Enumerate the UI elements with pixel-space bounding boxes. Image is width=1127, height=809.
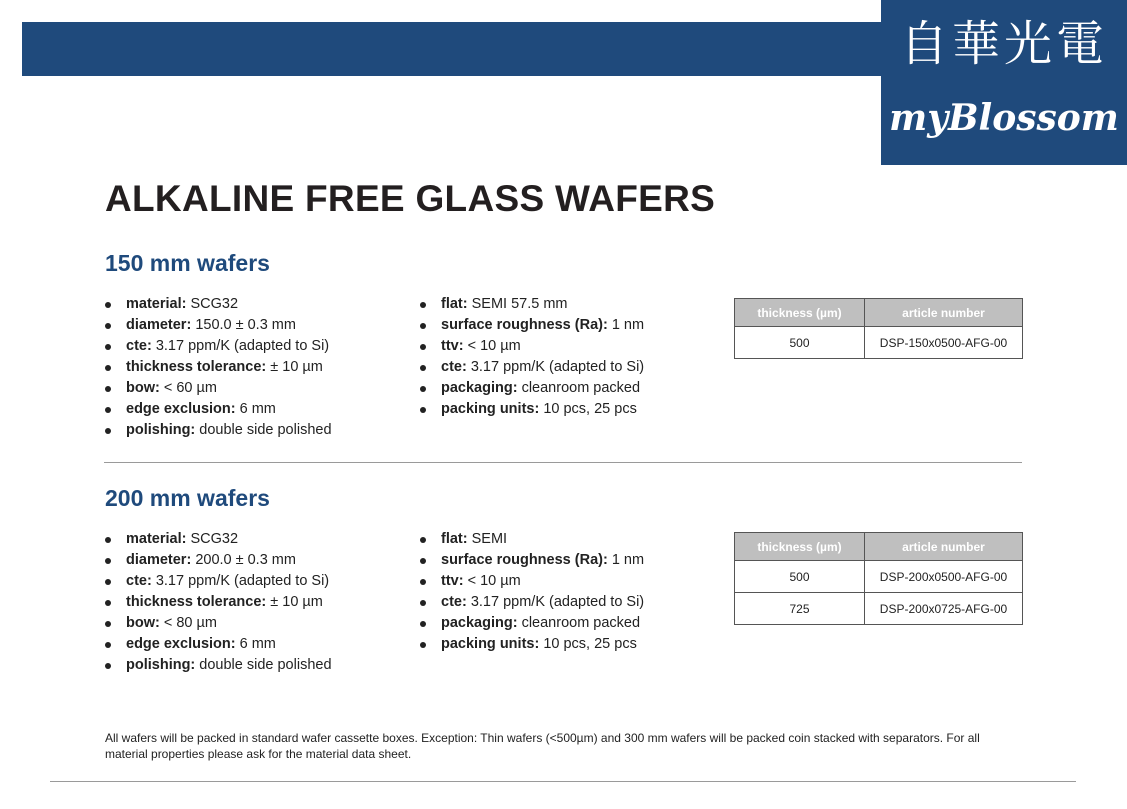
spec-key: bow: — [126, 615, 160, 631]
bullet-icon — [420, 386, 426, 392]
spec-key: material: — [126, 296, 187, 312]
spec-item — [420, 529, 644, 550]
spec-key: surface roughness (Ra): — [441, 317, 608, 333]
footnote: All wafers will be packed in standard wafer cassette boxes. Exception: Thin wafers (<500µm) and 300 mm wafers will be packed coin stacked with separators. For all material properties please ask for the material data sheet. — [105, 731, 980, 761]
spec-item — [105, 378, 332, 399]
bullet-icon — [105, 323, 111, 329]
spec-key: packing units: — [441, 636, 540, 652]
spec-key: ttv: — [441, 338, 464, 354]
bullet-icon — [420, 600, 426, 606]
bullet-icon — [105, 344, 111, 350]
table-cell-thickness: 500 — [735, 327, 865, 359]
spec-item — [105, 655, 332, 676]
spec-key: cte: — [441, 594, 467, 610]
bullet-icon — [105, 365, 111, 371]
spec-value: SCG32 — [190, 296, 239, 312]
bullet-icon — [105, 407, 111, 413]
table-header-row — [735, 299, 1023, 327]
spec-item — [105, 634, 332, 655]
spec-item — [420, 336, 644, 357]
bullet-icon — [420, 365, 426, 371]
table-header-article-number: article number — [865, 533, 1023, 561]
bullet-icon — [105, 600, 111, 606]
table-cell-thickness: 725 — [735, 593, 865, 625]
spec-value: ± 10 µm — [270, 594, 323, 610]
spec-value: 10 pcs, 25 pcs — [543, 636, 637, 652]
spec-value: 3.17 ppm/K (adapted to Si) — [470, 359, 645, 375]
spec-item — [105, 294, 332, 315]
brand-logo — [881, 0, 1127, 165]
spec-list-right — [420, 529, 644, 655]
spec-list-left — [105, 294, 332, 441]
bullet-icon — [420, 344, 426, 350]
spec-value: SEMI 57.5 mm — [471, 296, 568, 312]
spec-value: double side polished — [199, 422, 332, 438]
spec-key: ttv: — [441, 573, 464, 589]
spec-item — [420, 357, 644, 378]
spec-key: edge exclusion: — [126, 636, 236, 652]
bullet-icon — [105, 621, 111, 627]
spec-key: bow: — [126, 380, 160, 396]
table-header-thickness: thickness (µm) — [735, 533, 865, 561]
brand-english-name: myBlossom — [889, 97, 1119, 139]
bullet-icon — [420, 558, 426, 564]
spec-value: 3.17 ppm/K (adapted to Si) — [155, 338, 330, 354]
section-title: 150 mm wafers — [105, 250, 270, 276]
spec-key: polishing: — [126, 422, 196, 438]
section-200mm — [105, 485, 1025, 673]
spec-item — [105, 550, 332, 571]
spec-value: 200.0 ± 0.3 mm — [195, 552, 296, 568]
spec-key: surface roughness (Ra): — [441, 552, 608, 568]
section-150mm — [105, 250, 1025, 438]
bullet-icon — [105, 579, 111, 585]
bullet-icon — [420, 302, 426, 308]
spec-value: < 10 µm — [467, 338, 521, 354]
article-table — [734, 298, 1023, 359]
spec-key: flat: — [441, 531, 468, 547]
table-row — [735, 593, 1023, 625]
bullet-icon — [105, 302, 111, 308]
spec-key: packing units: — [441, 401, 540, 417]
bullet-icon — [420, 537, 426, 543]
section-divider — [104, 462, 1022, 463]
spec-key: cte: — [126, 573, 152, 589]
table-cell-article-number: DSP-200x0725-AFG-00 — [865, 593, 1023, 625]
spec-key: packaging: — [441, 615, 518, 631]
spec-item — [105, 420, 332, 441]
section-title: 200 mm wafers — [105, 485, 270, 511]
spec-key: cte: — [126, 338, 152, 354]
bullet-icon — [105, 558, 111, 564]
spec-value: SCG32 — [190, 531, 239, 547]
spec-item — [105, 613, 332, 634]
spec-key: packaging: — [441, 380, 518, 396]
spec-item — [420, 571, 644, 592]
table-header-thickness: thickness (µm) — [735, 299, 865, 327]
bullet-icon — [105, 386, 111, 392]
spec-key: flat: — [441, 296, 468, 312]
spec-value: double side polished — [199, 657, 332, 673]
spec-value: 150.0 ± 0.3 mm — [195, 317, 296, 333]
spec-value: < 80 µm — [163, 615, 217, 631]
spec-item — [420, 592, 644, 613]
spec-value: < 10 µm — [467, 573, 521, 589]
spec-value: 3.17 ppm/K (adapted to Si) — [155, 573, 330, 589]
table-header-row — [735, 533, 1023, 561]
spec-value: SEMI — [471, 531, 508, 547]
spec-item — [420, 550, 644, 571]
brand-chinese-name: 自華光電 — [899, 16, 1108, 72]
bullet-icon — [105, 537, 111, 543]
spec-item — [420, 315, 644, 336]
spec-item — [420, 399, 644, 420]
spec-item — [105, 529, 332, 550]
spec-key: thickness tolerance: — [126, 594, 267, 610]
spec-list-left — [105, 529, 332, 676]
spec-item — [420, 613, 644, 634]
spec-item — [420, 634, 644, 655]
spec-key: edge exclusion: — [126, 401, 236, 417]
spec-value: 6 mm — [239, 636, 276, 652]
spec-value: 3.17 ppm/K (adapted to Si) — [470, 594, 645, 610]
bullet-icon — [105, 663, 111, 669]
bullet-icon — [420, 323, 426, 329]
spec-key: cte: — [441, 359, 467, 375]
page-title: ALKALINE FREE GLASS WAFERS — [105, 178, 716, 219]
spec-item — [105, 357, 332, 378]
article-table — [734, 532, 1023, 625]
spec-item — [105, 336, 332, 357]
bullet-icon — [420, 642, 426, 648]
spec-item — [105, 399, 332, 420]
bullet-icon — [420, 407, 426, 413]
spec-value: cleanroom packed — [521, 380, 641, 396]
spec-value: 6 mm — [239, 401, 276, 417]
spec-value: 1 nm — [611, 552, 645, 568]
bullet-icon — [105, 428, 111, 434]
spec-key: diameter: — [126, 317, 192, 333]
table-cell-article-number: DSP-150x0500-AFG-00 — [865, 327, 1023, 359]
spec-item — [420, 294, 644, 315]
spec-key: thickness tolerance: — [126, 359, 267, 375]
spec-item — [105, 571, 332, 592]
spec-value: ± 10 µm — [270, 359, 323, 375]
spec-value: 10 pcs, 25 pcs — [543, 401, 637, 417]
spec-item — [105, 592, 332, 613]
spec-key: material: — [126, 531, 187, 547]
spec-item — [105, 315, 332, 336]
spec-value: cleanroom packed — [521, 615, 641, 631]
spec-list-right — [420, 294, 644, 420]
table-header-article-number: article number — [865, 299, 1023, 327]
spec-item — [420, 378, 644, 399]
bullet-icon — [420, 621, 426, 627]
table-cell-article-number: DSP-200x0500-AFG-00 — [865, 561, 1023, 593]
table-cell-thickness: 500 — [735, 561, 865, 593]
spec-key: polishing: — [126, 657, 196, 673]
bullet-icon — [420, 579, 426, 585]
bullet-icon — [105, 642, 111, 648]
spec-value: 1 nm — [611, 317, 645, 333]
table-row — [735, 561, 1023, 593]
spec-value: < 60 µm — [163, 380, 217, 396]
header-bar — [22, 22, 882, 76]
footer-divider — [50, 781, 1076, 782]
spec-key: diameter: — [126, 552, 192, 568]
table-row — [735, 327, 1023, 359]
